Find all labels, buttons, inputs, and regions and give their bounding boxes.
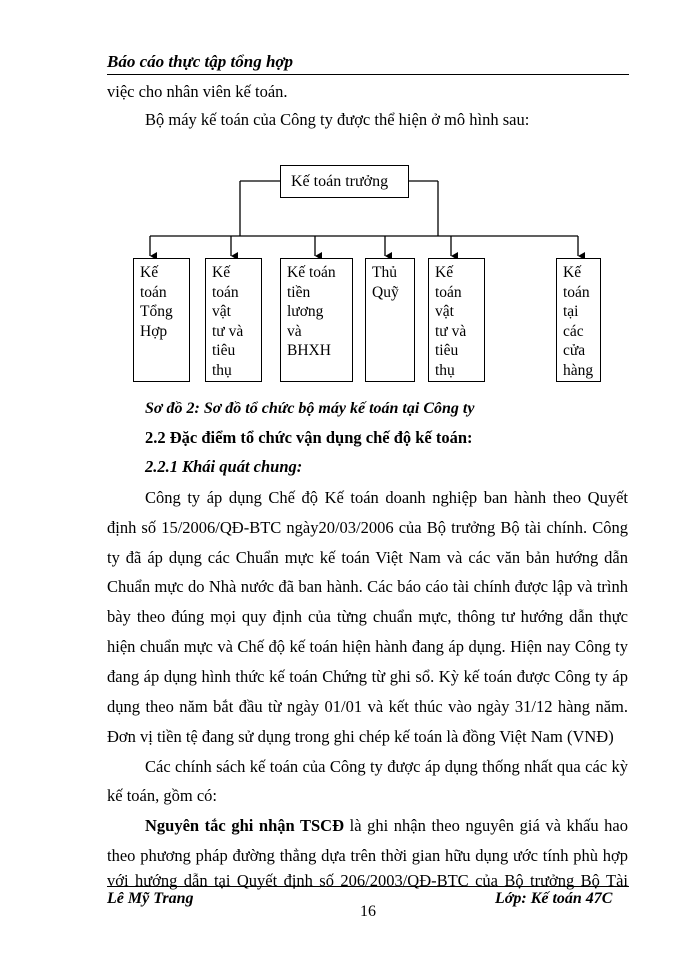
para2-line: Các chính sách kế toán của Công ty được áp dụng thống nhất qua các kỳ — [145, 757, 628, 776]
section-heading: 2.2 Đặc điểm tổ chức vận dụng chế độ kế toán: — [145, 428, 473, 447]
para1-line: dụng theo năm bắt đầu từ ngày 01/01 và kết thúc vào ngày 31/12 hàng năm. — [107, 697, 628, 716]
para3-line-first — [145, 811, 628, 841]
footer-class: Lớp: Kế toán 47C — [495, 890, 613, 907]
para1-line: ty đã áp dụng các Chuẩn mực kế toán Việt Nam và các văn bản hướng dẫn — [107, 548, 628, 567]
intro-line-1: việc cho nhân viên kế toán. — [107, 82, 288, 101]
para1-line: hiện chuẩn mực và Chế độ kế toán hiện hành đang áp dụng. Hiện nay Công ty — [107, 637, 628, 656]
org-box-1-line: Hợp — [140, 322, 168, 340]
para1-line: Công ty áp dụng Chế độ Kế toán doanh nghiệp ban hành theo Quyết — [145, 488, 628, 507]
org-box-6-line: tại — [563, 303, 579, 320]
para2-line: kế toán, gồm có: — [107, 786, 217, 805]
report-header-title: Báo cáo thực tập tổng hợp — [107, 52, 294, 71]
para3-rest: là ghi nhận theo nguyên giá và khấu hao — [344, 816, 628, 835]
org-box-3-line: và — [287, 322, 302, 340]
org-box-store-accounting — [556, 258, 601, 382]
subsection-heading: 2.2.1 Khái quát chung: — [145, 457, 303, 476]
footer-author: Lê Mỹ Trang — [107, 890, 194, 907]
page-number: 16 — [360, 903, 376, 920]
chief-accountant-box: Kế toán trưởng — [280, 165, 409, 198]
para3-bold-term: Nguyên tắc ghi nhận TSCĐ — [145, 816, 345, 835]
para1-line: bày theo đúng mọi quy định của từng chuẩn mực, thông tư hướng dẫn thực — [107, 607, 628, 626]
org-box-5-line: vật — [435, 303, 454, 320]
org-box-6-line: các — [563, 322, 584, 340]
org-box-4-line: Quỹ — [372, 283, 399, 301]
org-box-5-line: tiêu — [435, 342, 459, 359]
org-box-3-line: lương — [287, 303, 324, 320]
org-box-materials-sales-2 — [428, 258, 485, 382]
org-box-general-accounting — [133, 258, 190, 382]
org-box-1-line: Tổng — [140, 303, 173, 320]
org-box-4-line: Thủ — [372, 264, 397, 281]
org-box-6-line: toán — [563, 283, 590, 301]
para1-line: đang áp dụng hình thức kế toán Chứng từ ghi sổ. Kỳ kế toán được Công ty áp — [107, 667, 628, 686]
org-box-6-line: hàng — [563, 361, 594, 379]
org-box-2-line: thụ — [212, 361, 232, 379]
org-box-2-line: Kế — [212, 264, 231, 281]
org-box-3-line: BHXH — [287, 342, 331, 359]
org-box-5-line: tư và — [435, 322, 467, 340]
org-box-2-line: vật — [212, 303, 231, 320]
diagram-caption: Sơ đồ 2: Sơ đồ tổ chức bộ máy kế toán tại Công ty — [145, 400, 475, 417]
para1-line: Chuẩn mực do Nhà nước đã ban hành. Các báo cáo tài chính được lập và trình — [107, 577, 628, 596]
org-box-1-line: toán — [140, 283, 167, 301]
org-box-3-line: Kế toán — [287, 264, 336, 281]
org-box-1-line: Kế — [140, 264, 159, 281]
org-box-3-line: tiền — [287, 283, 311, 301]
para3-line: với hướng dẫn tại Quyết định số 206/2003/QĐ-BTC của Bộ trưởng Bộ Tài — [107, 871, 628, 890]
org-box-payroll-insurance — [280, 258, 353, 382]
org-box-materials-sales — [205, 258, 262, 382]
org-box-2-line: toán — [212, 283, 239, 301]
org-box-5-line: Kế — [435, 264, 454, 281]
org-box-5-line: toán — [435, 283, 462, 301]
para1-line: định số 15/2006/QĐ-BTC ngày20/03/2006 của Bộ trưởng Bộ tài chính. Công — [107, 518, 628, 537]
org-box-2-line: tiêu — [212, 342, 236, 359]
org-box-5-line: thụ — [435, 361, 455, 379]
org-box-2-line: tư và — [212, 322, 244, 340]
org-box-6-line: Kế — [563, 264, 582, 281]
org-box-6-line: cửa — [563, 342, 586, 359]
org-box-treasurer — [365, 258, 415, 382]
para3-line: theo phương pháp đường thẳng dựa trên thời gian hữu dụng ước tính phù hợp — [107, 846, 628, 865]
intro-line-2: Bộ máy kế toán của Công ty được thể hiện ở mô hình sau: — [145, 110, 530, 129]
para1-line: Đơn vị tiền tệ đang sử dụng trong ghi chép kế toán là đồng Việt Nam (VNĐ) — [107, 727, 614, 746]
